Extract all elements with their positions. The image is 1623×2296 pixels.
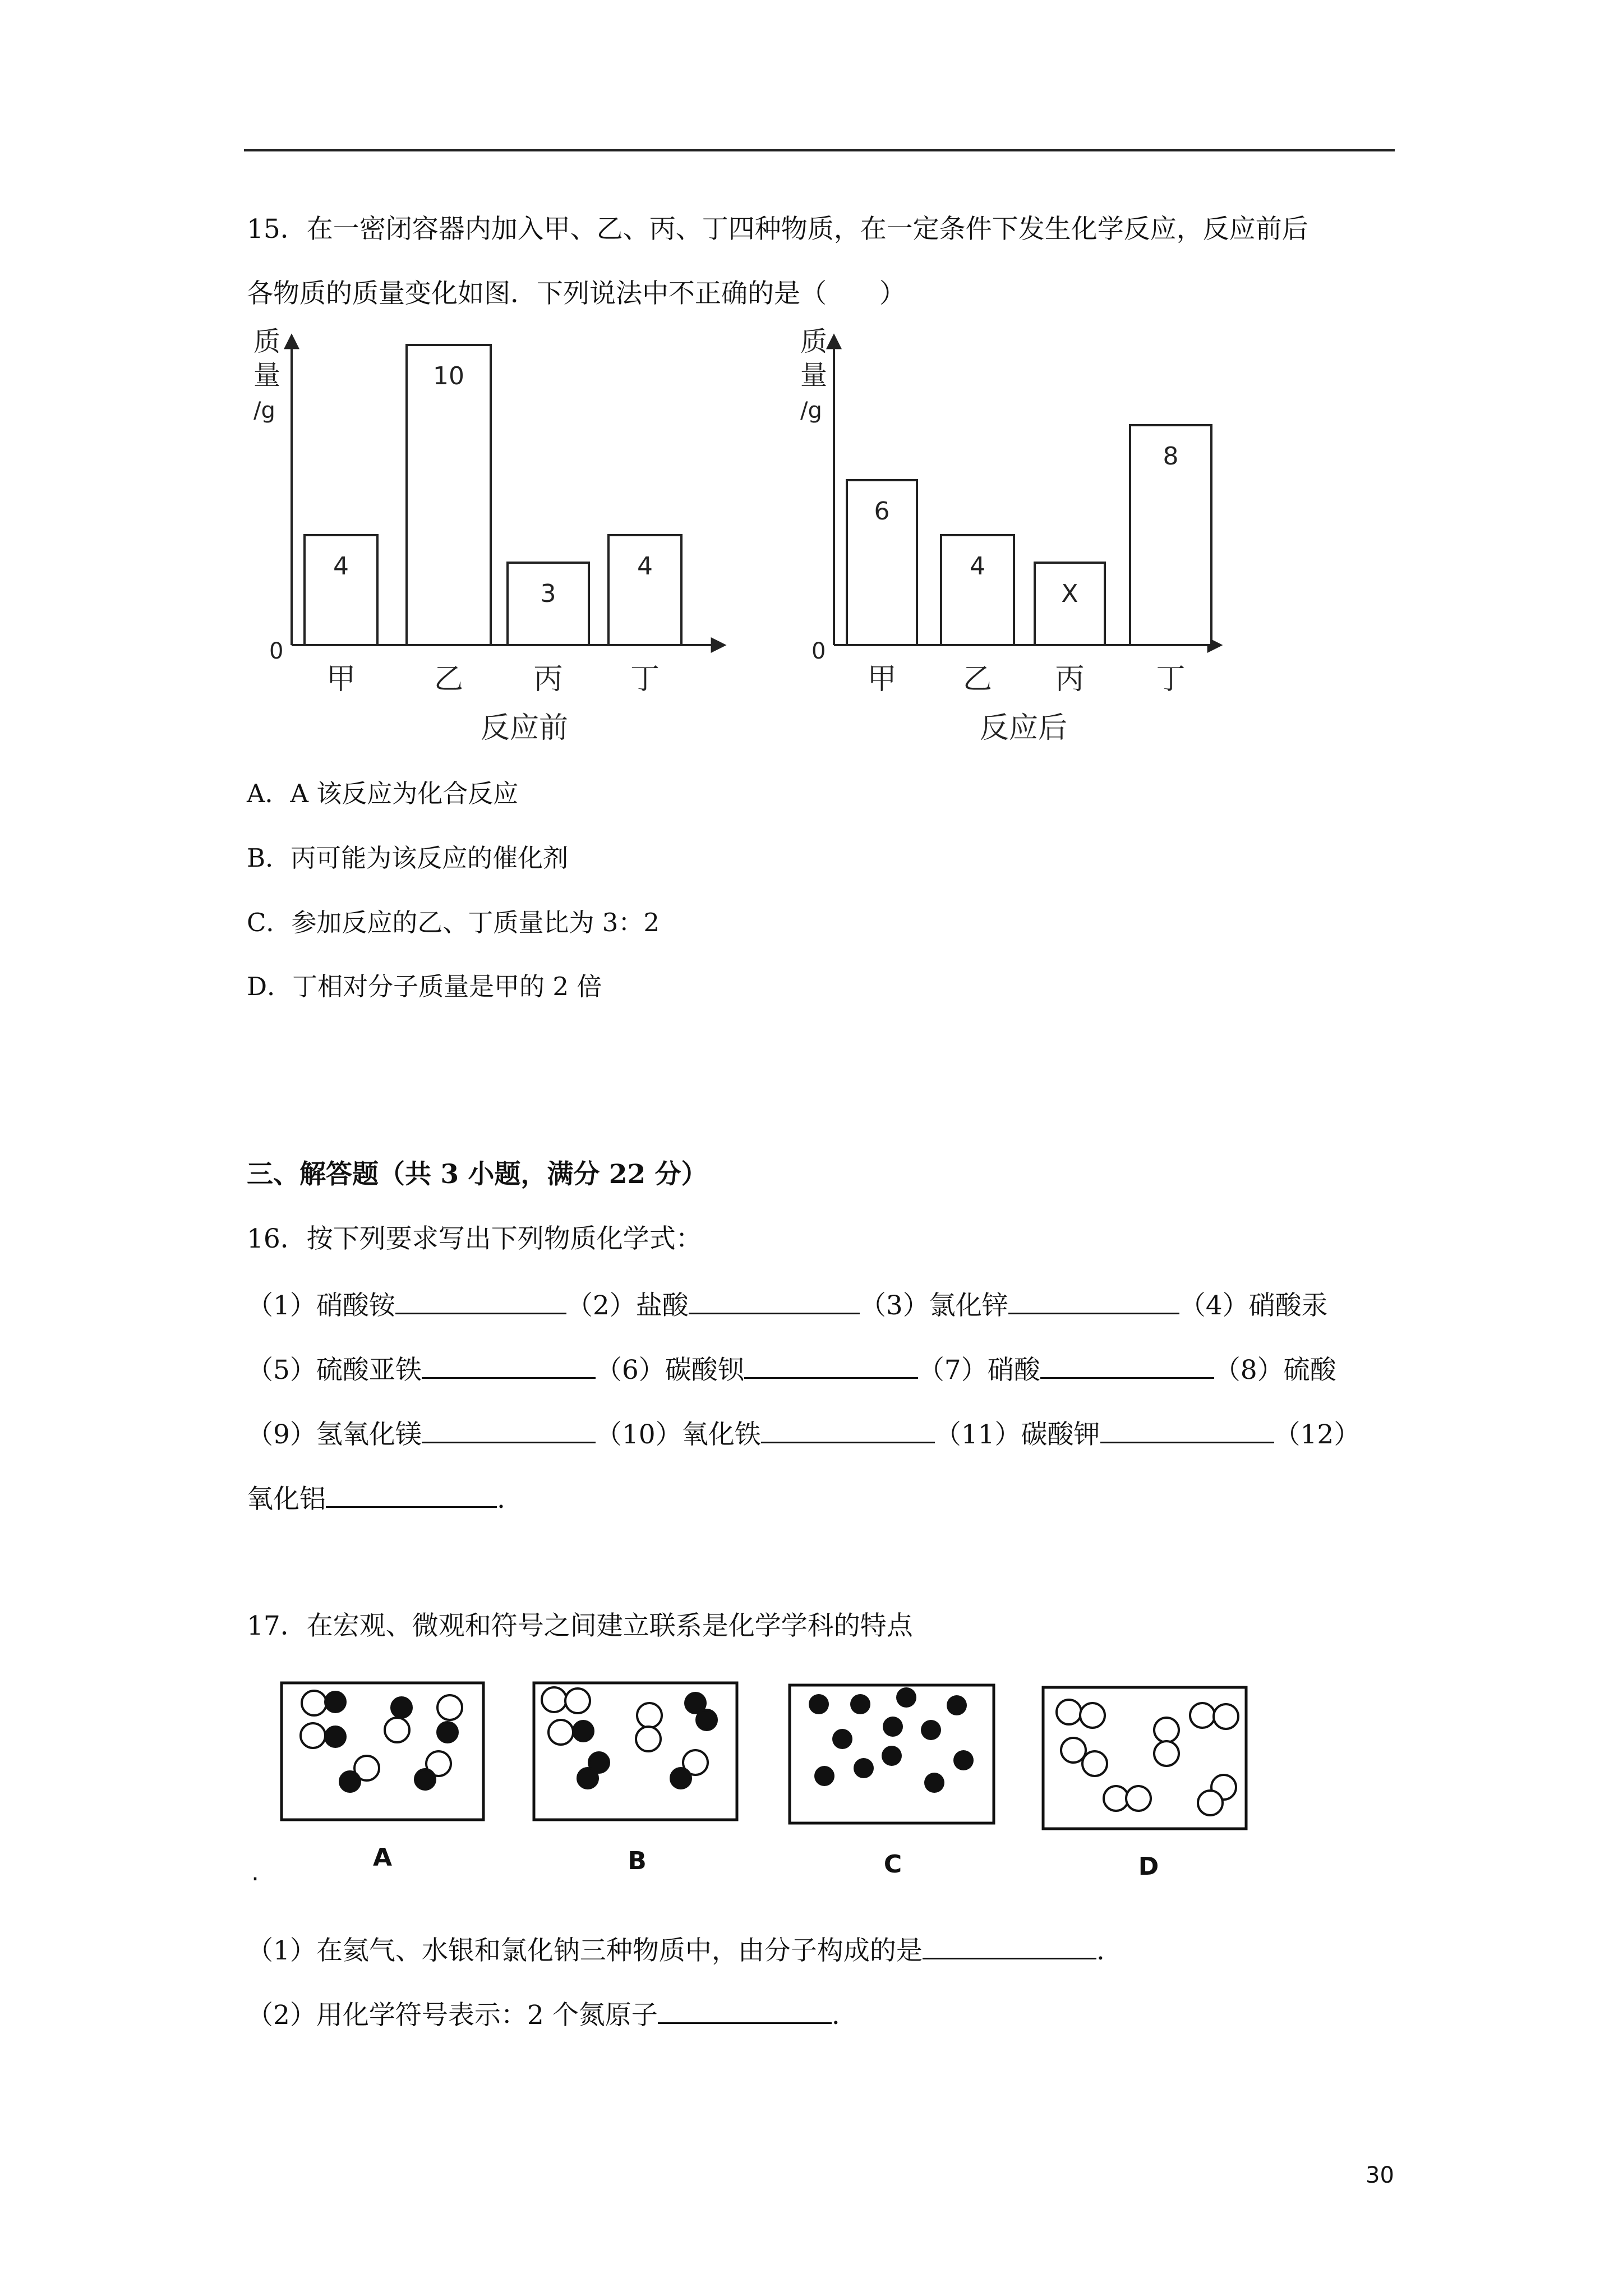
bar-value-label: 4 <box>970 552 985 581</box>
q16-item-1: （1）硝酸铵 <box>247 1290 395 1321</box>
q15-option-a: A．A 该反应为化合反应 <box>247 779 519 808</box>
category-label: 乙 <box>434 662 464 696</box>
answer-blank[interactable] <box>422 1355 596 1379</box>
period: . <box>1096 1935 1105 1966</box>
category-label: 乙 <box>962 662 993 696</box>
q16-item-11: （11）碳酸钾 <box>934 1419 1100 1450</box>
answer-blank[interactable] <box>689 1290 860 1314</box>
page-number: 30 <box>1366 2162 1394 2188</box>
box-label-d: D <box>1138 1852 1159 1881</box>
bar-value-label: 8 <box>1163 442 1179 471</box>
q15-charts <box>247 325 1380 757</box>
q17-particle-diagrams <box>247 1672 1290 1896</box>
y-axis-label: 量 <box>253 360 281 391</box>
bar-value-label: X <box>1061 579 1078 608</box>
answer-blank[interactable] <box>422 1419 596 1443</box>
answer-blank[interactable] <box>761 1419 935 1443</box>
header-rule <box>244 149 1395 151</box>
period: . <box>497 1484 505 1515</box>
q16-title: 16．按下列要求写出下列物质化学式： <box>247 1223 702 1254</box>
y-axis-label: 质 <box>800 326 828 357</box>
q17-sub1-text: （1）在氦气、水银和氯化钠三种物质中，由分子构成的是 <box>247 1935 923 1966</box>
answer-blank[interactable] <box>395 1290 566 1314</box>
q15-option-c: C．参加反应的乙、丁质量比为 3：2 <box>247 908 660 937</box>
bar-value-label: 4 <box>637 552 653 581</box>
q16-row2 <box>247 1355 1336 1386</box>
q16-item-10: （10）氧化铁 <box>595 1419 761 1450</box>
answer-blank[interactable] <box>923 1935 1096 1959</box>
stray-dot: . <box>251 1858 259 1887</box>
answer-blank[interactable] <box>1100 1419 1274 1443</box>
q17-sub1 <box>247 1935 1105 1964</box>
q16-item-7: （7）硝酸 <box>917 1355 1040 1386</box>
chart-before <box>253 326 723 745</box>
box-label-c: C <box>883 1850 902 1879</box>
answer-blank[interactable] <box>1008 1290 1179 1314</box>
period: . <box>831 2000 840 2031</box>
box-label-b: B <box>628 1847 647 1875</box>
answer-blank[interactable] <box>658 2000 832 2024</box>
q16-row1 <box>247 1290 1328 1319</box>
q17-sub2-text: （2）用化学符号表示：2 个氮原子 <box>247 2000 658 2031</box>
y-axis-label: 质 <box>253 326 281 357</box>
q16-item-3: （3）氯化锌 <box>859 1290 1008 1321</box>
q16-item-12-label: 氧化铝 <box>247 1484 326 1515</box>
category-label: 丙 <box>1055 662 1085 696</box>
origin-label: 0 <box>811 638 826 664</box>
category-label: 甲 <box>867 662 897 696</box>
q16-item-2: （2）盐酸 <box>566 1290 689 1321</box>
bar-value-label: 10 <box>433 362 464 390</box>
q15-option-b: B．丙可能为该反应的催化剂 <box>247 843 569 873</box>
box-label-a: A <box>372 1843 393 1872</box>
answer-blank[interactable] <box>744 1355 918 1379</box>
answer-blank[interactable] <box>326 1484 497 1508</box>
category-label: 甲 <box>326 662 356 696</box>
q17-sub2 <box>247 2000 840 2031</box>
q16-item-6: （6）碳酸钡 <box>595 1355 744 1386</box>
section3-heading: 三、解答题（共 3 小题，满分 22 分） <box>247 1159 708 1190</box>
y-axis-label: /g <box>253 398 275 424</box>
bar-value-label: 6 <box>874 497 890 526</box>
q16-row4 <box>247 1484 505 1515</box>
bar-value-label: 3 <box>540 579 556 608</box>
q15-line2: 各物质的质量变化如图．下列说法中不正确的是（ ） <box>247 278 906 309</box>
origin-label: 0 <box>269 638 284 664</box>
q15-line1: 15．在一密闭容器内加入甲、乙、丙、丁四种物质，在一定条件下发生化学反应，反应前后 <box>247 214 1308 245</box>
q17-title: 17．在宏观、微观和符号之间建立联系是化学学科的特点 <box>247 1611 913 1641</box>
q15-option-d: D．丁相对分子质量是甲的 2 倍 <box>247 972 602 1001</box>
category-label: 丁 <box>1156 662 1186 696</box>
chart-title: 反应后 <box>979 711 1068 745</box>
bar-value-label: 4 <box>333 552 349 581</box>
chart-after <box>800 326 1220 745</box>
q16-item-4: （4）硝酸汞 <box>1179 1290 1328 1321</box>
q16-item-9: （9）氢氧化镁 <box>247 1419 422 1450</box>
q16-item-5: （5）硫酸亚铁 <box>247 1355 422 1386</box>
y-axis-label: 量 <box>800 360 828 391</box>
category-label: 丁 <box>630 662 660 696</box>
q16-row3 <box>247 1419 1360 1448</box>
q16-item-12: （12） <box>1274 1419 1361 1450</box>
chart-title: 反应前 <box>480 711 569 745</box>
q16-item-8: （8）硫酸 <box>1214 1355 1336 1386</box>
y-axis-label: /g <box>800 398 822 424</box>
category-label: 丙 <box>533 662 563 696</box>
answer-blank[interactable] <box>1040 1355 1214 1379</box>
